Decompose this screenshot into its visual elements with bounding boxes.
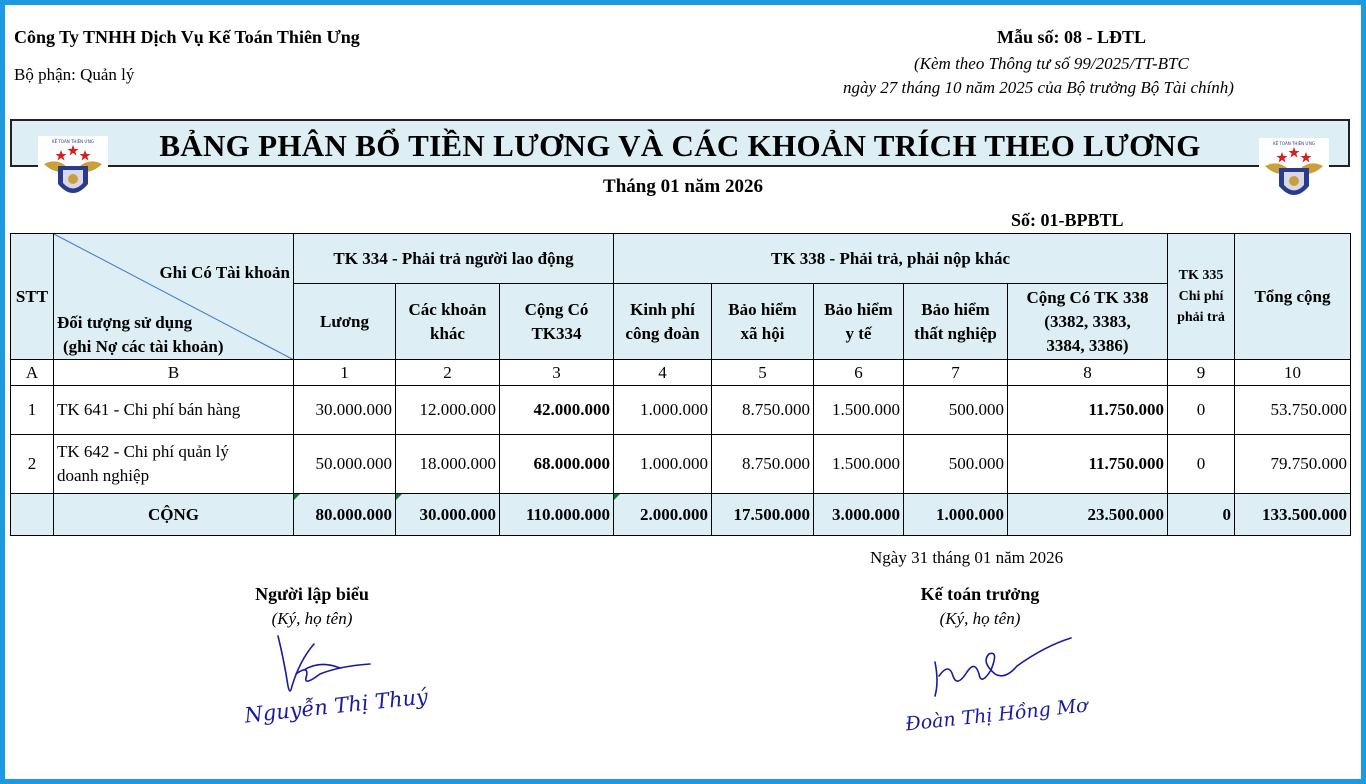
header-group-334: TK 334 - Phải trả người lao động: [294, 234, 614, 284]
header-stt: STT: [11, 234, 54, 360]
preparer-sign-note: (Ký, họ tên): [271, 609, 353, 628]
document-number: Số: 01-BPBTL: [1011, 210, 1124, 230]
form-number: Mẫu số: 08 - LĐTL: [997, 27, 1147, 47]
header-luong: Lương: [294, 284, 396, 360]
header-group-338: TK 338 - Phải trả, phải nộp khác: [614, 234, 1168, 284]
header-total: Tổng cộng: [1235, 234, 1351, 360]
header-diagonal: [54, 234, 294, 360]
chief-accountant-title: Kế toán trưởng: [920, 584, 1040, 604]
period: Tháng 01 năm 2026: [603, 176, 763, 197]
preparer-title: Người lập biểu: [255, 584, 369, 604]
total-label: CỘNG: [54, 494, 294, 536]
company-name: Công Ty TNHH Dịch Vụ Kế Toán Thiên Ưng: [14, 27, 360, 47]
header-cac-khoan-khac: Các khoản khác: [396, 284, 500, 360]
header-bhxh: Bảo hiểm xã hội: [712, 284, 814, 360]
header-cong-co-338: Cộng Có TK 338 (3382, 3383, 3384, 3386): [1008, 284, 1168, 360]
allocation-table: [10, 233, 1351, 536]
sign-date: Ngày 31 tháng 01 năm 2026: [870, 548, 1064, 567]
header-credit-account: Ghi Có Tài khoản: [159, 263, 290, 282]
header-kinh-phi-cong-doan: Kinh phí công đoàn: [614, 284, 712, 360]
table-row: 1 TK 641 - Chi phí bán hàng 30.000.000 12.000.000 42.000.000 1.000.000 8.750.000 1.500.000 500.000 11.750.000 0 53.750.000: [11, 386, 1351, 435]
chief-accountant-signature: Đoàn Thị Hồng Mơ: [895, 632, 1095, 752]
page-title: BẢNG PHÂN BỔ TIỀN LƯƠNG VÀ CÁC KHOẢN TRÍCH THEO LƯƠNG: [159, 128, 1201, 163]
total-row: CỘNG 80.000.000 30.000.000 110.000.000 2.000.000 17.500.000 3.000.000 1.000.000 23.500.000 0 133.500.000: [11, 494, 1351, 536]
department: Bộ phận: Quản lý: [14, 65, 135, 84]
header-debit-object: Đối tượng sử dụng (ghi Nợ các tài khoản): [57, 313, 224, 356]
header-bhtn: Bảo hiểm thất nghiệp: [904, 284, 1008, 360]
index-row: A B 1 2 3 4 5 6 7 8 9 10: [11, 360, 1351, 386]
header-tk335: TK 335 Chi phí phải trả: [1168, 234, 1235, 360]
circular-line-1: (Kèm theo Thông tư số 99/2025/TT-BTC: [914, 54, 1189, 73]
preparer-signature: Nguyễn Thị Thuý: [240, 630, 440, 750]
header-cong-co-334: Cộng Có TK334: [500, 284, 614, 360]
chief-accountant-sign-note: (Ký, họ tên): [939, 609, 1021, 628]
circular-line-2: ngày 27 tháng 10 năm 2025 của Bộ trưởng Bộ Tài chính): [843, 78, 1234, 97]
title-banner: [10, 119, 1350, 167]
svg-text:KẾ TOÁN THIÊN ƯNG: KẾ TOÁN THIÊN ƯNG: [52, 139, 94, 144]
table-row: 2 TK 642 - Chi phí quản lý doanh nghiệp 50.000.000 18.000.000 68.000.000 1.000.000 8.750.000 1.500.000 500.000 11.750.000 0 79.750.000: [11, 435, 1351, 494]
svg-text:KẾ TOÁN THIÊN ƯNG: KẾ TOÁN THIÊN ƯNG: [1273, 141, 1315, 146]
header-bhyt: Bảo hiểm y tế: [814, 284, 904, 360]
